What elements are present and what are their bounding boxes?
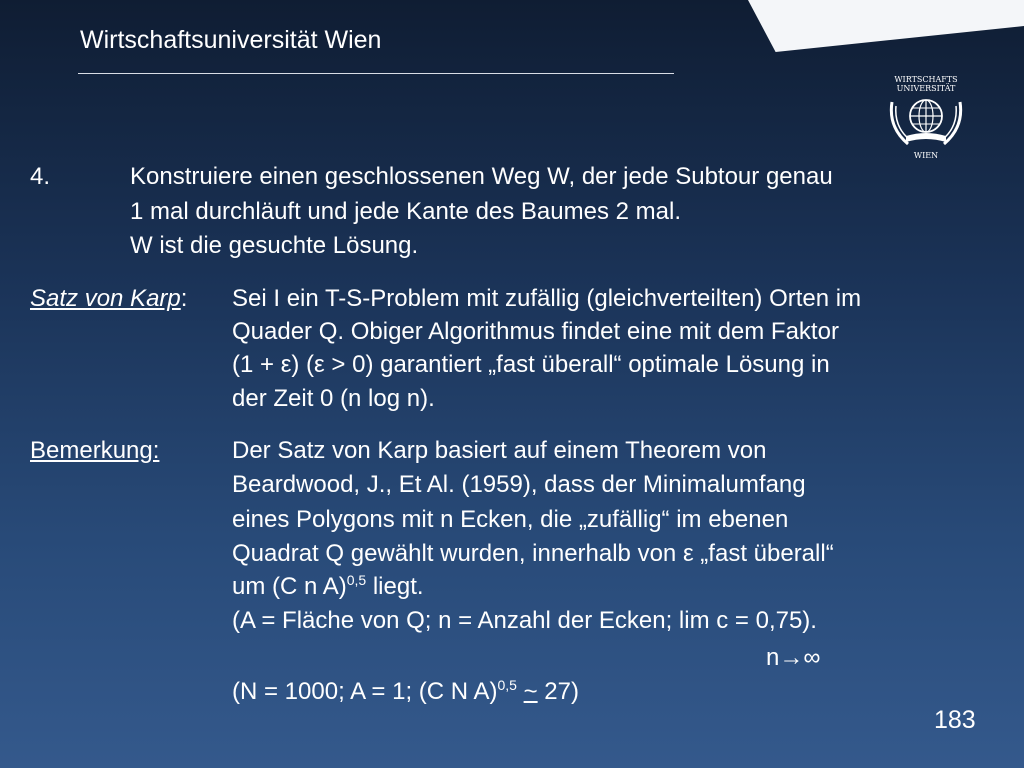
satz-line-4: der Zeit 0 (n log n). bbox=[232, 385, 435, 412]
item4-line-3: W ist die gesuchte Lösung. bbox=[130, 232, 419, 259]
bemerkung-line-5 bbox=[232, 571, 424, 603]
logo-mid-text: UNIVERSITÄT bbox=[896, 84, 956, 93]
item4-line-1: Konstruiere einen geschlossenen Weg W, der jede Subtour genau bbox=[130, 163, 833, 190]
satz-label bbox=[30, 283, 187, 315]
satz-line-3: (1 + ε) (ε > 0) garantiert „fast überall“ optimale Lösung in bbox=[232, 351, 830, 378]
formula-text: 27) bbox=[537, 678, 579, 705]
header-title: Wirtschaftsuniversität Wien bbox=[80, 26, 382, 54]
bemerkung-line-4: Quadrat Q gewählt wurden, innerhalb von ε „fast überall“ bbox=[232, 540, 834, 567]
page-number: 183 bbox=[934, 706, 976, 734]
bemerkung-label: Bemerkung: bbox=[30, 437, 160, 464]
exponent: 0,5 bbox=[497, 677, 517, 693]
satz-line-1: Sei I ein T-S-Problem mit zufällig (gleichverteilten) Orten im bbox=[232, 285, 862, 312]
logo-bottom-text: WIEN bbox=[913, 151, 939, 160]
satz-label-colon: : bbox=[180, 285, 188, 312]
logo-top-text: WIRTSCHAFTS bbox=[894, 75, 958, 84]
satz-line-2: Quader Q. Obiger Algorithmus findet eine mit dem Faktor bbox=[232, 318, 839, 345]
bemerkung-line-6: (A = Fläche von Q; n = Anzahl der Ecken; lim c = 0,75). bbox=[232, 607, 817, 634]
limit-subscript: n→∞ bbox=[766, 644, 821, 671]
formula-text: (N = 1000; A = 1; (C N A) bbox=[232, 678, 498, 705]
formula-space bbox=[517, 678, 524, 705]
approx-symbol: ~ bbox=[523, 678, 538, 705]
bemerkung-line-2: Beardwood, J., Et Al. (1959), dass der Minimalumfang bbox=[232, 471, 806, 498]
bemerkung-line-8 bbox=[232, 676, 579, 708]
bemerkung-line-1: Der Satz von Karp basiert auf einem Theorem von bbox=[232, 437, 767, 464]
formula-text: um (C n A) bbox=[232, 573, 347, 600]
satz-label-text: Satz von Karp bbox=[30, 285, 181, 312]
item-number: 4. bbox=[30, 163, 51, 190]
formula-text: liegt. bbox=[366, 573, 424, 600]
item4-line-2: 1 mal durchläuft und jede Kante des Baumes 2 mal. bbox=[130, 198, 681, 225]
exponent: 0,5 bbox=[346, 572, 367, 588]
bemerkung-line-3: eines Polygons mit n Ecken, die „zufällig“ im ebenen bbox=[232, 506, 789, 533]
